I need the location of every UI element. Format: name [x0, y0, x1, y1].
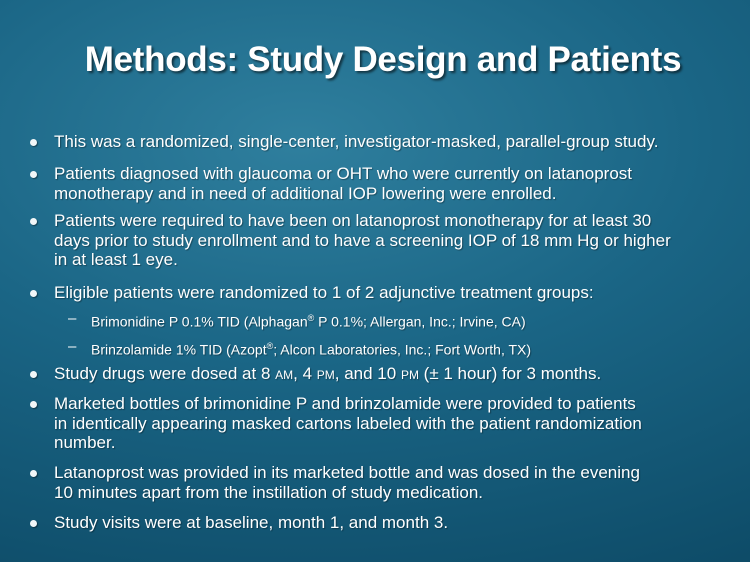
bullet-text: Patients diagnosed with glaucoma or OHT who were currently on latanoprost monotherapy and in need of additional IOP lowering were enrolled. [54, 164, 632, 203]
slide-title: Methods: Study Design and Patients [84, 40, 682, 79]
bullet-dot [30, 139, 37, 146]
bullet-dot [30, 290, 37, 297]
bullet-text: This was a randomized, single-center, investigator-masked, parallel-group study. [54, 132, 659, 151]
bullet-dot [30, 401, 37, 408]
bullet-dot [30, 218, 37, 225]
bullet-text: Study visits were at baseline, month 1, and month 3. [54, 513, 449, 532]
bullet-dot [30, 371, 37, 378]
bullet-text: Marketed bottles of brimonidine P and brinzolamide were provided to patients in identically appearing masked cartons labeled with the patient randomization number. [54, 394, 642, 452]
bullet-text: Latanoprost was provided in its marketed bottle and was dosed in the evening 10 minutes apart from the instillation of study medication. [54, 463, 640, 502]
bullet-dot [30, 470, 37, 477]
bullet-text: Patients were required to have been on latanoprost monotherapy for at least 30 days prior to study enrollment and to have a screening IOP of 18 mm Hg or higher in at least 1 eye. [54, 211, 671, 269]
bullet-text: Study drugs were dosed at 8 AM, 4 PM, and 10 PM (± 1 hour) for 3 months. [54, 364, 602, 383]
sub-bullet-text: Brinzolamide 1% TID (Azopt®; Alcon Laboratories, Inc.; Fort Worth, TX) [91, 341, 532, 358]
bullet-dot [30, 520, 37, 527]
dash-marker: – [68, 338, 77, 355]
bullet-text: Eligible patients were randomized to 1 of 2 adjunctive treatment groups: [54, 283, 594, 302]
dash-marker: – [68, 310, 77, 327]
bullet-dot [30, 171, 37, 178]
sub-bullet-text: Brimonidine P 0.1% TID (Alphagan® P 0.1%; Allergan, Inc.; Irvine, CA) [91, 313, 526, 330]
